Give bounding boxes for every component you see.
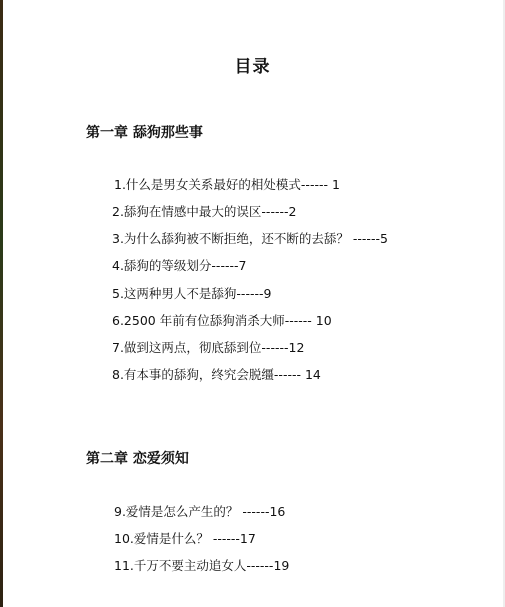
toc-entry[interactable]: 10.爱情是什么？ ------17	[114, 531, 256, 546]
toc-entry[interactable]: 7.做到这两点，彻底舔到位------12	[112, 340, 305, 355]
chapter-heading: 第一章 舔狗那些事	[86, 125, 203, 141]
toc-entry[interactable]: 2.舔狗在情感中最大的误区------2	[112, 204, 297, 219]
toc-entry[interactable]: 3.为什么舔狗被不断拒绝，还不断的去舔？ ------5	[112, 231, 388, 246]
toc-entry[interactable]: 1.什么是男女关系最好的相处模式------ 1	[114, 177, 340, 192]
chapter-heading: 第二章 恋爱须知	[86, 451, 189, 467]
toc-entry[interactable]: 6.2500 年前有位舔狗消杀大师------ 10	[112, 313, 332, 328]
page-title: 目录	[234, 57, 271, 77]
toc-entry[interactable]: 11.千万不要主动追女人------19	[114, 558, 290, 573]
page-left-edge	[0, 0, 3, 607]
toc-entry[interactable]: 5.这两种男人不是舔狗------9	[112, 286, 272, 301]
toc-entry[interactable]: 4.舔狗的等级划分------7	[112, 258, 247, 273]
toc-entry[interactable]: 9.爱情是怎么产生的？ ------16	[114, 504, 286, 519]
toc-entry[interactable]: 8.有本事的舔狗，终究会脱缰------ 14	[112, 367, 321, 382]
